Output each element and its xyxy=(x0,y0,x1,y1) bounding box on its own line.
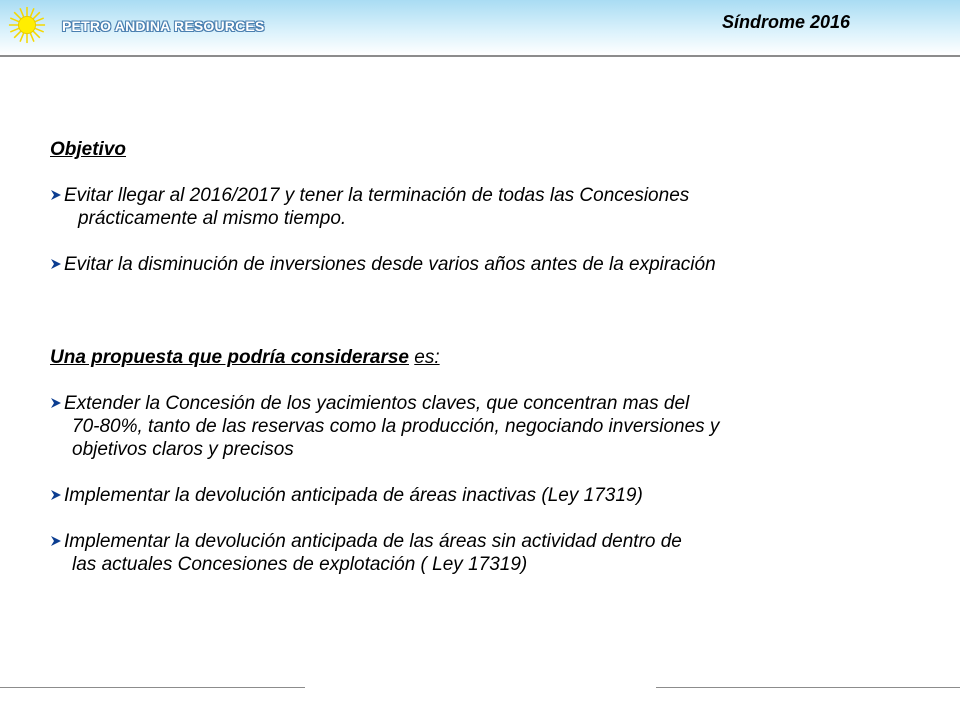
arrow-right-bullet-icon xyxy=(50,535,62,547)
proposal-item-1-line1: Extender la Concesión de los yacimientos claves, que concentran mas del xyxy=(64,393,690,414)
slide-body xyxy=(50,138,930,576)
proposal-heading xyxy=(50,346,930,369)
slide-header xyxy=(0,0,960,55)
sun-icon xyxy=(8,6,46,44)
arrow-right-bullet-icon xyxy=(50,258,62,270)
company-name: PETRO ANDINA RESOURCES xyxy=(62,18,265,34)
proposal-item-2 xyxy=(50,484,930,507)
footer-divider-right xyxy=(656,687,960,688)
proposal-item-1-line2: 70-80%, tanto de las reservas como la producción, negociando inversiones y xyxy=(72,416,720,437)
arrow-right-bullet-icon xyxy=(50,397,62,409)
arrow-right-bullet-icon xyxy=(50,489,62,501)
header-divider xyxy=(0,55,960,57)
proposal-item-3-line1: Implementar la devolución anticipada de las áreas sin actividad dentro de xyxy=(64,531,682,552)
proposal-item-2-line1: Implementar la devolución anticipada de áreas inactivas (Ley 17319) xyxy=(64,485,643,506)
proposal-item-1 xyxy=(50,392,930,415)
proposal-item-3 xyxy=(50,530,930,553)
proposal-heading-main: Una propuesta que podría considerarse xyxy=(50,347,409,368)
proposal-heading-es: es: xyxy=(414,347,440,368)
footer-divider-left xyxy=(0,687,305,688)
objective-item-1 xyxy=(50,184,930,207)
arrow-right-bullet-icon xyxy=(50,189,62,201)
proposal-item-1-line3: objetivos claros y precisos xyxy=(72,439,294,460)
objective-item-1-line1: Evitar llegar al 2016/2017 y tener la terminación de todas las Concesiones xyxy=(64,185,690,206)
slide-title: Síndrome 2016 xyxy=(722,12,851,32)
objective-item-2 xyxy=(50,253,930,276)
objective-item-1-line2: prácticamente al mismo tiempo. xyxy=(78,208,347,229)
objective-item-2-line1: Evitar la disminución de inversiones desde varios años antes de la expiración xyxy=(64,254,716,275)
objective-heading: Objetivo xyxy=(50,139,127,160)
proposal-item-3-line2: las actuales Concesiones de explotación ( Ley 17319) xyxy=(72,554,528,575)
